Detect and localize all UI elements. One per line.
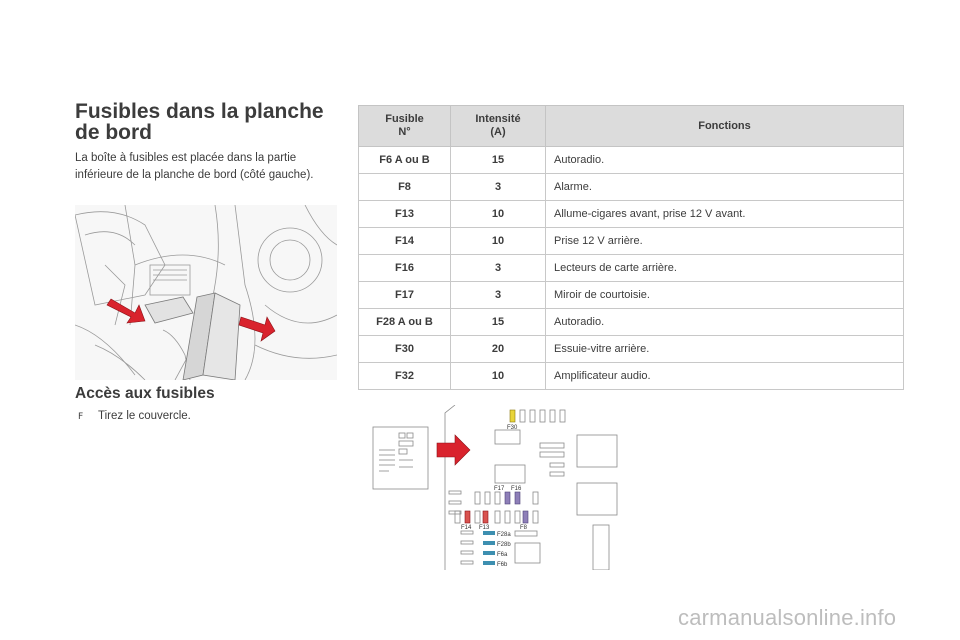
amp-cell: 15 [451, 147, 546, 174]
function-cell: Lecteurs de carte arrière. [546, 255, 904, 282]
table-row [359, 147, 904, 174]
fuse-cell: F8 [359, 174, 451, 201]
amp-cell: 20 [451, 336, 546, 363]
label-f30: F30 [507, 425, 518, 431]
fuse-cell: F28 A ou B [359, 309, 451, 336]
step-instruction [78, 410, 191, 422]
header-fuse-line2: N° [398, 126, 411, 138]
header-functions: Fonctions [546, 106, 904, 147]
table-row [359, 309, 904, 336]
fuse-cell: F16 [359, 255, 451, 282]
function-cell: Allume-cigares avant, prise 12 V avant. [546, 201, 904, 228]
header-amperage [451, 106, 546, 147]
table-row [359, 336, 904, 363]
fuse-cell: F6 A ou B [359, 147, 451, 174]
dashboard-photo [75, 205, 337, 380]
amp-cell: 3 [451, 174, 546, 201]
amp-cell: 15 [451, 309, 546, 336]
fuse-cell: F30 [359, 336, 451, 363]
amp-cell: 3 [451, 255, 546, 282]
label-f8: F8 [520, 525, 528, 531]
table-row [359, 363, 904, 390]
label-f14: F14 [461, 525, 472, 531]
function-cell: Alarme. [546, 174, 904, 201]
table-row [359, 174, 904, 201]
function-cell: Amplificateur audio. [546, 363, 904, 390]
intro-text: La boîte à fusibles est placée dans la partie inférieure de la planche de bord (côté gauche). [75, 152, 314, 181]
table-row [359, 228, 904, 255]
table-row [359, 255, 904, 282]
table-header-row [359, 106, 904, 147]
label-f17: F17 [494, 486, 505, 492]
amp-cell: 10 [451, 201, 546, 228]
fuse-cell: F13 [359, 201, 451, 228]
fuse-cell: F17 [359, 282, 451, 309]
access-title: Accès aux fusibles [75, 385, 215, 402]
amp-cell: 3 [451, 282, 546, 309]
step-text: Tirez le couvercle. [98, 410, 191, 422]
function-cell: Autoradio. [546, 147, 904, 174]
function-cell: Miroir de courtoisie. [546, 282, 904, 309]
header-amp-line2: (A) [490, 126, 506, 138]
fuse-box-illustration [365, 405, 630, 570]
section-title: Fusibles dans la planche de bord [75, 100, 324, 144]
label-f16: F16 [511, 486, 522, 492]
dashboard-illustration [75, 205, 337, 380]
function-cell: Essuie-vitre arrière. [546, 336, 904, 363]
function-cell: Prise 12 V arrière. [546, 228, 904, 255]
header-fuse-line1: Fusible [385, 113, 424, 125]
fuse-cell: F32 [359, 363, 451, 390]
step-bullet: F [78, 412, 84, 422]
amp-cell: 10 [451, 363, 546, 390]
table-row [359, 201, 904, 228]
fuse-box-diagram [365, 405, 630, 570]
table-row [359, 282, 904, 309]
function-cell: Autoradio. [546, 309, 904, 336]
label-f13: F13 [479, 525, 490, 531]
label-f6b: F6b [497, 562, 508, 568]
header-amp-line1: Intensité [475, 113, 521, 125]
fuse-table [358, 105, 904, 390]
watermark: carmanualsonline.info [678, 605, 897, 630]
label-f6a: F6a [497, 552, 508, 558]
header-fuse [359, 106, 451, 147]
fuse-cell: F14 [359, 228, 451, 255]
label-f28a: F28a [497, 532, 511, 538]
label-f28b: F28b [497, 542, 511, 548]
amp-cell: 10 [451, 228, 546, 255]
